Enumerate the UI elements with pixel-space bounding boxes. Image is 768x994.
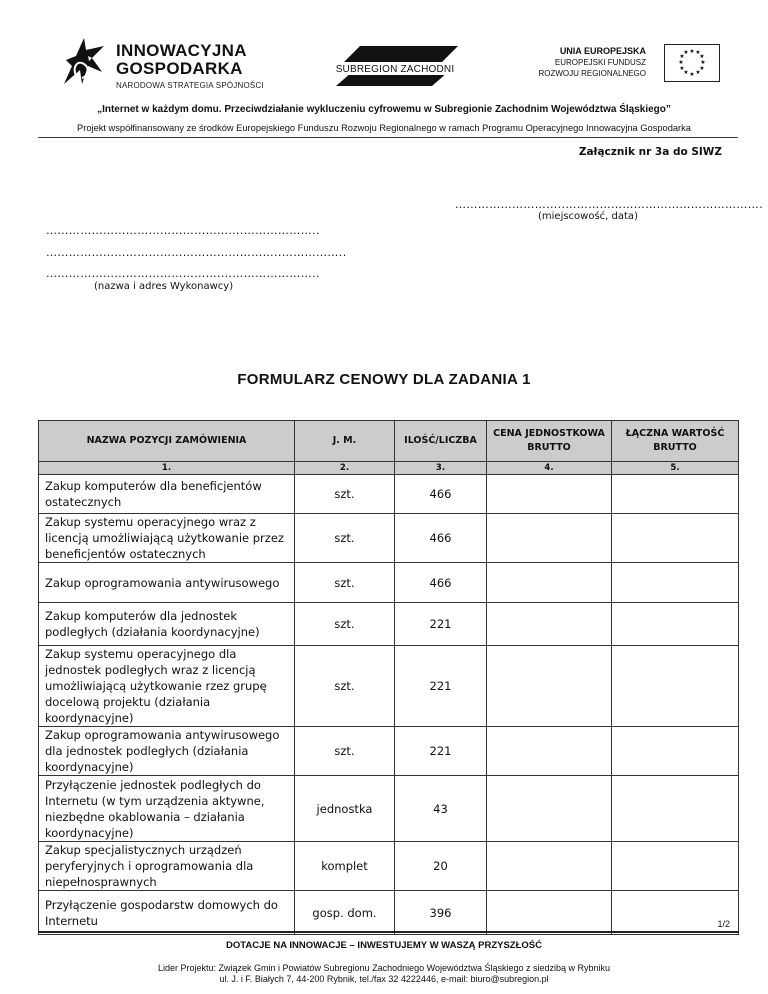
total-value-cell[interactable] (612, 603, 739, 646)
item-name: Przyłączenie jednostek podległych do Internetu (w tym urządzenia aktywne, niezbędne okablowania – działania koordynacyjne) (39, 776, 295, 842)
item-unit: szt. (295, 603, 395, 646)
contractor-caption: (nazwa i adres Wykonawcy) (94, 281, 234, 292)
unit-price-cell[interactable] (487, 514, 612, 563)
innowacyjna-gospodarka-logo (116, 42, 264, 90)
place-date-field: ………………………..……………………………………………. (455, 198, 764, 211)
total-value-cell[interactable] (612, 646, 739, 727)
item-unit: szt. (295, 646, 395, 727)
col-number: 3. (395, 462, 487, 475)
item-quantity: 43 (395, 776, 487, 842)
item-unit: szt. (295, 727, 395, 776)
logo-line-2: GOSPODARKA (116, 59, 243, 78)
contractor-field-line-3: ……………………………………….…………………….. (46, 267, 320, 280)
item-unit: jednostka (295, 776, 395, 842)
header-divider (38, 137, 738, 138)
table-row (39, 563, 739, 603)
svg-text:★: ★ (699, 65, 705, 72)
item-name: Przyłączenie gospodarstw domowych do Internetu (39, 891, 295, 935)
table-row (39, 646, 739, 727)
unit-price-cell[interactable] (487, 727, 612, 776)
eu-logo-text (520, 46, 646, 79)
total-value-cell[interactable] (612, 475, 739, 514)
item-name: Zakup systemu operacyjnego dla jednostek podległych wraz z licencją umożliwiającą użytkowanie rzez grupę docelową projektu (działania koordynacyjne) (39, 646, 295, 727)
svg-text:★: ★ (689, 48, 695, 55)
item-quantity: 466 (395, 475, 487, 514)
unit-price-cell[interactable] (487, 842, 612, 891)
col-number: 5. (612, 462, 739, 475)
item-quantity: 396 (395, 891, 487, 935)
unit-price-cell[interactable] (487, 603, 612, 646)
logo-line-1: INNOWACYJNA (116, 41, 247, 60)
footer-leader-line-1: Lider Projektu: Związek Gmin i Powiatów Subregionu Zachodniego Województwa Śląskiego z siedzibą w Rybniku (157, 963, 611, 973)
svg-text:★: ★ (695, 49, 701, 56)
footer-slogan: DOTACJE NA INNOWACJE – INWESTUJEMY W WASZĄ PRZYSZŁOŚĆ (226, 940, 542, 951)
price-table (38, 420, 739, 935)
total-value-cell[interactable] (612, 776, 739, 842)
table-row (39, 475, 739, 514)
item-name: Zakup oprogramowania antywirusowego (39, 563, 295, 603)
item-unit: gosp. dom. (295, 891, 395, 935)
table-row (39, 514, 739, 563)
eu-line-2: EUROPEJSKI FUNDUSZ (554, 58, 646, 67)
unit-price-cell[interactable] (487, 563, 612, 603)
header-item-name: NAZWA POZYCJI ZAMÓWIENIA (39, 421, 295, 462)
table-row (39, 776, 739, 842)
col-number: 4. (487, 462, 612, 475)
item-name: Zakup komputerów dla beneficjentów ostatecznych (39, 475, 295, 514)
table-number-row (39, 462, 739, 475)
page-number: 1/2 (717, 919, 730, 929)
total-value-cell[interactable] (612, 514, 739, 563)
svg-text:★: ★ (683, 69, 689, 76)
header-unit: J. M. (295, 421, 395, 462)
item-quantity: 20 (395, 842, 487, 891)
svg-text:★: ★ (678, 59, 684, 66)
eu-line-1: UNIA EUROPEJSKA (559, 46, 646, 56)
project-title: „Internet w każdym domu. Przeciwdziałanie wykluczeniu cyfrowemu w Subregionie Zachodnim Województwa Śląskiego” (97, 104, 671, 115)
eu-flag-icon (664, 44, 720, 82)
svg-text:★: ★ (699, 53, 705, 60)
table-row (39, 603, 739, 646)
table-row (39, 842, 739, 891)
header-quantity: ILOŚĆ/LICZBA (395, 421, 487, 462)
footer-divider (38, 931, 738, 933)
item-name: Zakup specjalistycznych urządzeń peryferyjnych i oprogramowania dla niepełnosprawnych (39, 842, 295, 891)
item-quantity: 221 (395, 727, 487, 776)
item-quantity: 466 (395, 514, 487, 563)
svg-text:★: ★ (695, 69, 701, 76)
item-unit: komplet (295, 842, 395, 891)
svg-text:★: ★ (700, 59, 706, 66)
subregion-zachodni-logo (330, 46, 460, 86)
item-quantity: 221 (395, 603, 487, 646)
item-name: Zakup systemu operacyjnego wraz z licencją umożliwiającą użytkowanie przez beneficjentów ostatecznych (39, 514, 295, 563)
contractor-field-line-2: ……………………………………………………..…………….. (46, 246, 347, 259)
unit-price-cell[interactable] (487, 776, 612, 842)
total-value-cell[interactable] (612, 563, 739, 603)
table-row (39, 891, 739, 935)
unit-price-cell[interactable] (487, 475, 612, 514)
innowacyjna-gospodarka-logo-icon (62, 36, 106, 86)
project-funding-line: Projekt współfinansowany ze środków Europejskiego Funduszu Rozwoju Regionalnego w ramach Programu Operacyjnego Innowacyjna Gospodarka (77, 123, 691, 133)
form-title: FORMULARZ CENOWY DLA ZADANIA 1 (237, 371, 531, 388)
svg-text:★: ★ (683, 49, 689, 56)
contractor-field-line-1: …………………………………………….……………….. (46, 224, 320, 237)
item-quantity: 221 (395, 646, 487, 727)
footer-leader-info (0, 963, 768, 985)
item-unit: szt. (295, 514, 395, 563)
header-unit-price: CENA JEDNOSTKOWA BRUTTO (487, 421, 612, 462)
total-value-cell[interactable] (612, 842, 739, 891)
table-header-row (39, 421, 739, 462)
subregion-logo-text: SUBREGION ZACHODNI (330, 64, 460, 75)
item-name: Zakup oprogramowania antywirusowego dla jednostek podległych (działania koordynacyjne) (39, 727, 295, 776)
item-unit: szt. (295, 475, 395, 514)
unit-price-cell[interactable] (487, 891, 612, 935)
svg-text:★: ★ (689, 71, 695, 78)
unit-price-cell[interactable] (487, 646, 612, 727)
total-value-cell[interactable] (612, 727, 739, 776)
logo-subtitle: NARODOWA STRATEGIA SPÓJNOŚCI (116, 81, 264, 90)
header-total-value: ŁĄCZNA WARTOŚĆ BRUTTO (612, 421, 739, 462)
place-date-caption: (miejscowość, data) (538, 211, 638, 222)
item-name: Zakup komputerów dla jednostek podległych (działania koordynacyjne) (39, 603, 295, 646)
item-unit: szt. (295, 563, 395, 603)
attachment-label: Załącznik nr 3a do SIWZ (578, 146, 722, 158)
col-number: 2. (295, 462, 395, 475)
col-number: 1. (39, 462, 295, 475)
item-quantity: 466 (395, 563, 487, 603)
eu-line-3: ROZWOJU REGIONALNEGO (538, 69, 646, 78)
svg-text:★: ★ (679, 65, 685, 72)
table-row (39, 727, 739, 776)
footer-leader-line-2: ul. J. i F. Białych 7, 44-200 Rybnik, tel./fax 32 4222446, e-mail: biuro@subregion.pl (219, 974, 549, 984)
svg-text:★: ★ (679, 53, 685, 60)
